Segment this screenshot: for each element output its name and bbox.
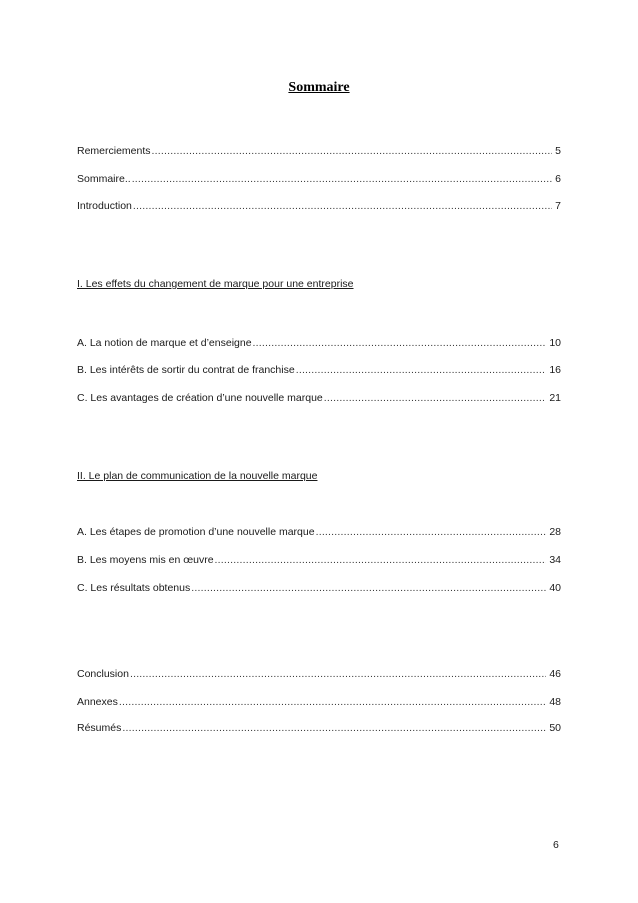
toc-entry-page: 34 [549,554,561,566]
toc-entry-label: Sommaire.. [77,173,131,185]
toc-leader-dots [133,199,552,213]
toc-entry-page: 46 [549,668,561,680]
page-title: Sommaire [288,80,350,95]
toc-entry-remerciements[interactable] [77,144,561,158]
toc-entry-label: A. La notion de marque et d’enseigne [77,337,252,349]
toc-entry-2c[interactable] [77,581,561,595]
toc-entry-label: Annexes [77,696,118,708]
section-heading-1[interactable]: I. Les effets du changement de marque pour une entreprise [77,278,354,290]
toc-entry-label: B. Les moyens mis en œuvre [77,554,214,566]
toc-leader-dots [152,144,553,158]
toc-entry-page: 5 [555,145,561,157]
toc-entry-1a[interactable] [77,336,561,350]
toc-leader-dots [316,525,547,539]
toc-entry-label: Introduction [77,200,132,212]
page-number: 6 [553,839,559,851]
toc-entry-introduction[interactable] [77,199,561,213]
toc-entry-page: 21 [549,392,561,404]
toc-entry-page: 16 [549,364,561,376]
toc-entry-conclusion[interactable] [77,667,561,681]
toc-leader-dots [215,553,547,567]
toc-entry-1c[interactable] [77,391,561,405]
toc-entry-label: C. Les avantages de création d’une nouvelle marque [77,392,323,404]
toc-entry-resumes[interactable] [77,721,561,735]
section-heading-2[interactable]: II. Le plan de communication de la nouvelle marque [77,470,318,482]
toc-leader-dots [253,336,547,350]
toc-entry-page: 7 [555,200,561,212]
toc-entry-page: 40 [549,582,561,594]
toc-leader-dots [130,667,546,681]
toc-leader-dots [122,721,546,735]
toc-entry-annexes[interactable] [77,695,561,709]
toc-entry-sommaire[interactable] [77,172,561,186]
toc-entry-2a[interactable] [77,525,561,539]
toc-entry-label: Remerciements [77,145,151,157]
toc-entry-label: Résumés [77,722,122,734]
toc-leader-dots [324,391,547,405]
toc-entry-1b[interactable] [77,363,561,377]
toc-leader-dots [296,363,547,377]
toc-entry-label: A. Les étapes de promotion d’une nouvelle marque [77,526,315,538]
toc-leader-dots [119,695,546,709]
toc-entry-page: 48 [549,696,561,708]
toc-entry-page: 10 [549,337,561,349]
toc-entry-page: 28 [549,526,561,538]
toc-leader-dots [191,581,546,595]
toc-entry-page: 6 [555,173,561,185]
toc-entry-page: 50 [549,722,561,734]
toc-entry-label: C. Les résultats obtenus [77,582,191,594]
toc-entry-2b[interactable] [77,553,561,567]
toc-entry-label: B. Les intérêts de sortir du contrat de franchise [77,364,295,376]
toc-entry-label: Conclusion [77,668,129,680]
toc-leader-dots [132,172,552,186]
